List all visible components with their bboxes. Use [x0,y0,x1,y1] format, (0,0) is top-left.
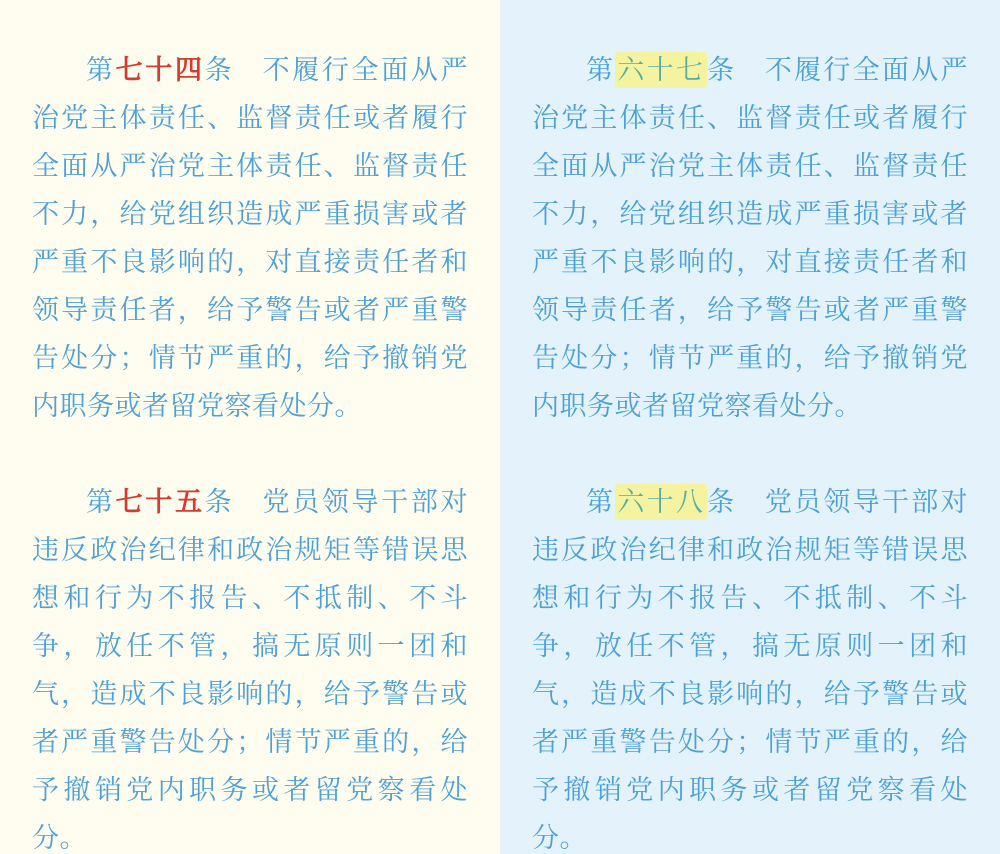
article-68-body: 党员领导干部对违反政治纪律和政治规矩等错误思想和行为不报告、不抵制、不斗争，放任不管，搞无原则一团和气，造成不良影响的，给予警告或者严重警告处分；情节严重的，给予撤销党内职务或者留党察看处分。 [532,487,969,853]
article-prefix: 第 [86,487,116,517]
article-prefix: 第 [586,55,616,85]
article-74-body: 不履行全面从严治党主体责任、监督责任或者履行全面从严治党主体责任、监督责任不力，给党组织造成严重损害或者严重不良影响的，对直接责任者和领导责任者，给予警告或者严重警告处分；情节严重的，给予撤销党内职务或者留党察看处分。 [32,55,469,421]
article-number-red: 七十五 [115,487,205,517]
article-suffix: 条 [707,55,737,85]
article-number-highlighted: 六十七 [615,52,707,88]
article-suffix: 条 [204,55,235,85]
article-prefix: 第 [586,487,616,517]
article-75 [32,478,468,854]
article-74-heading [86,55,263,85]
article-suffix: 条 [204,487,235,517]
article-68-heading [586,487,765,517]
article-75-heading [86,487,263,517]
article-number-highlighted: 六十八 [615,484,707,520]
article-68 [532,478,968,854]
article-67-heading [586,55,765,85]
article-prefix: 第 [86,55,116,85]
article-67-body: 不履行全面从严治党主体责任、监督责任或者履行全面从严治党主体责任、监督责任不力，给党组织造成严重损害或者严重不良影响的，对直接责任者和领导责任者，给予警告或者严重警告处分；情节严重的，给予撤销党内职务或者留党察看处分。 [532,55,969,421]
article-number-red: 七十四 [115,55,205,85]
right-version-panel [500,0,1000,854]
article-67 [532,46,968,430]
article-suffix: 条 [707,487,737,517]
article-74 [32,46,468,430]
article-75-body: 党员领导干部对违反政治纪律和政治规矩等错误思想和行为不报告、不抵制、不斗争，放任不管，搞无原则一团和气，造成不良影响的，给予警告或者严重警告处分；情节严重的，给予撤销党内职务或者留党察看处分。 [32,487,469,853]
